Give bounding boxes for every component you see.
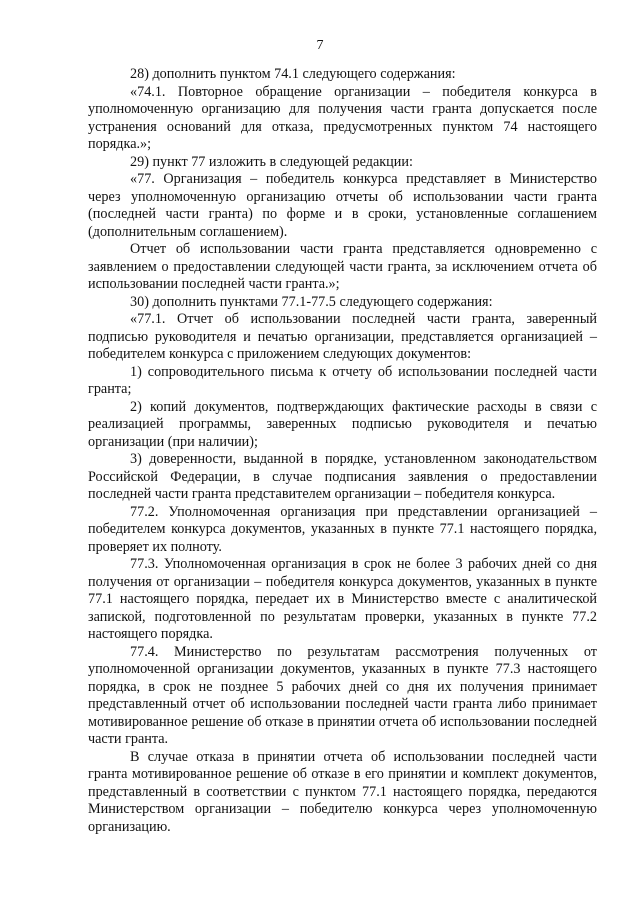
- paragraph-item-30: 30) дополнить пунктами 77.1-77.5 следующего содержания:: [130, 293, 493, 310]
- paragraph-list-item-2: 2) копий документов, подтверждающих фактические расходы в связи с реализацией программы, заверенных подписью руководителя и печатью организации (при наличии);: [88, 398, 597, 450]
- paragraph-clause-74-1: «74.1. Повторное обращение организации – победителя конкурса в уполномоченную организацию для получения части гранта допускается после устранения оснований для отказа, предусмотренных пунктом 74 настоящего порядка.»;: [88, 83, 597, 152]
- paragraph-clause-77-3: 77.3. Уполномоченная организация в срок не более 3 рабочих дней со дня получения от организации – победителя конкурса документов, указанных в пункте 77.1 настоящего порядка, передает их в Министерство вместе с аналитической запиской, подготовленной по результатам проверки, указанных в пункте 77.2 настоящего порядка.: [88, 556, 597, 642]
- paragraph-clause-77-4-refusal: В случае отказа в принятии отчета об использовании последней части гранта мотивированное решение об отказе в его принятии и комплект документов, представленный в соответствии с пунктом 77.1 настоящего порядка, передаются Министерством организации – победителю конкурса через уполномоченную организацию.: [88, 748, 597, 835]
- paragraph-clause-77-report: Отчет об использовании части гранта представляется одновременно с заявлением о предоставлении следующей части гранта, за исключением отчета об использовании последней части гранта.»;: [88, 241, 597, 292]
- page-number: 7: [316, 38, 324, 53]
- paragraph-clause-77-4: 77.4. Министерство по результатам рассмотрения полученных от уполномоченной организации документов, указанных в пункте 77.3 настоящего порядка, в срок не позднее 5 рабочих дней со дня их получения принимает представленный отчет об использовании последней части гранта либо принимает мотивированное решение об отказе в принятии отчета об использовании последней части гранта.: [88, 643, 597, 747]
- paragraph-clause-77-1: «77.1. Отчет об использовании последней части гранта, заверенный подписью руководителя и печатью организации, представляется организацией – победителем конкурса с приложением следующих документов:: [88, 311, 597, 362]
- paragraph-list-item-3: 3) доверенности, выданной в порядке, установленном законодательством Российской Федерации, в случае подписания заявления о предоставлении последней части гранта представителем организации – победителя конкурса.: [88, 451, 597, 502]
- document-body: [88, 66, 597, 836]
- paragraph-list-item-1: 1) сопроводительного письма к отчету об использовании последней части гранта;: [88, 363, 597, 397]
- paragraph-item-28: 28) дополнить пунктом 74.1 следующего содержания:: [130, 66, 456, 82]
- paragraph-clause-77: «77. Организация – победитель конкурса представляет в Министерство через уполномоченную организацию отчеты об использовании части гранта (последней части гранта) по форме и в сроки, установленные соглашением (дополнительным соглашением).: [88, 171, 597, 240]
- paragraph-item-29: 29) пункт 77 изложить в следующей редакции:: [130, 153, 413, 170]
- paragraph-clause-77-2: 77.2. Уполномоченная организация при представлении организацией – победителем конкурса документов, указанных в пункте 77.1 настоящего порядка, проверяет их полноту.: [88, 503, 597, 555]
